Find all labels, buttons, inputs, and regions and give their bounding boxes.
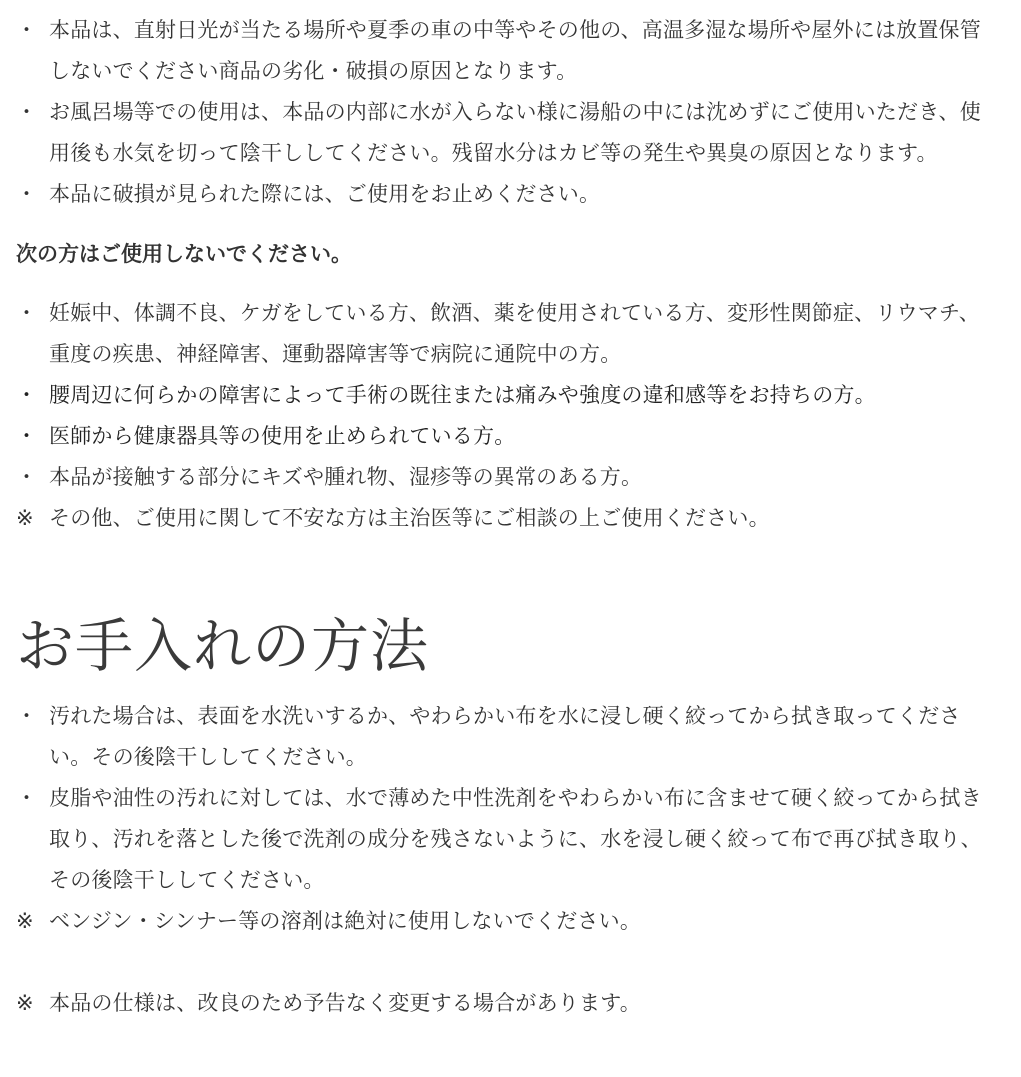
list-item: [16, 457, 988, 498]
note-mark: ※: [16, 991, 34, 1015]
list-item: [16, 293, 988, 375]
bullet-mark: ・: [16, 786, 38, 810]
list-item: [16, 10, 988, 92]
care-section-title: お手入れの方法: [16, 612, 430, 680]
list-item: [16, 375, 988, 416]
spacer: [16, 942, 988, 983]
note-mark: ※: [16, 506, 34, 530]
list-item-text: 妊娠中、体調不良、ケガをしている方、飲酒、薬を使用されている方、変形性関節症、リウマチ、重度の疾患、神経障害、運動器障害等で病院に通院中の方。: [49, 301, 980, 366]
restriction-heading: 次の方はご使用しないでください。: [16, 242, 352, 266]
list-item-text: 本品が接触する部分にキズや腫れ物、湿疹等の異常のある方。: [49, 465, 643, 489]
bullet-mark: ・: [16, 424, 38, 448]
bullet-mark: ・: [16, 704, 38, 728]
storage-precautions-list: [16, 10, 988, 215]
note-text: その他、ご使用に関して不安な方は主治医等にご相談の上ご使用ください。: [49, 506, 770, 530]
bullet-mark: ・: [16, 100, 38, 124]
bullet-mark: ・: [16, 18, 38, 42]
list-item: [16, 174, 988, 215]
list-item-text: 本品は、直射日光が当たる場所や夏季の車の中等やその他の、高温多湿な場所や屋外には放置保管しないでください商品の劣化・破損の原因となります。: [49, 18, 981, 83]
list-item: [16, 416, 988, 457]
note-mark: ※: [16, 909, 34, 933]
product-notes: [16, 10, 988, 1024]
list-item-text: 皮脂や油性の汚れに対しては、水で薄めた中性洗剤をやわらかい布に含ませて硬く絞ってから拭き取り、汚れを落とした後で洗剤の成分を残さないように、水を浸し硬く絞って布で再び拭き取り、その後陰干ししてください。: [49, 786, 982, 892]
care-note: [16, 901, 988, 942]
note-text: 本品の仕様は、改良のため予告なく変更する場合があります。: [49, 991, 641, 1015]
note-text: ベンジン・シンナー等の溶剤は絶対に使用しないでください。: [49, 909, 642, 933]
restriction-list: [16, 293, 988, 539]
list-item-text: 汚れた場合は、表面を水洗いするか、やわらかい布を水に浸し硬く絞ってから拭き取ってください。その後陰干ししてください。: [49, 704, 961, 769]
bullet-mark: ・: [16, 465, 38, 489]
care-instructions-list: [16, 696, 988, 942]
list-item: [16, 696, 988, 778]
list-item: [16, 92, 988, 174]
list-item-text: 医師から健康器具等の使用を止められている方。: [49, 424, 516, 448]
list-item: [16, 778, 988, 901]
spec-note: [16, 983, 988, 1024]
bullet-mark: ・: [16, 301, 38, 325]
spec-notes-list: [16, 983, 988, 1024]
bullet-mark: ・: [16, 383, 38, 407]
restriction-note: [16, 498, 988, 539]
list-item-text: 本品に破損が見られた際には、ご使用をお止めください。: [49, 182, 601, 206]
list-item-text: 腰周辺に何らかの障害によって手術の既往または痛みや強度の違和感等をお持ちの方。: [49, 383, 876, 407]
list-item-text: お風呂場等での使用は、本品の内部に水が入らない様に湯船の中には沈めずにご使用いただき、使用後も水気を切って陰干ししてください。残留水分はカビ等の発生や異臭の原因となります。: [49, 100, 981, 165]
bullet-mark: ・: [16, 182, 38, 206]
